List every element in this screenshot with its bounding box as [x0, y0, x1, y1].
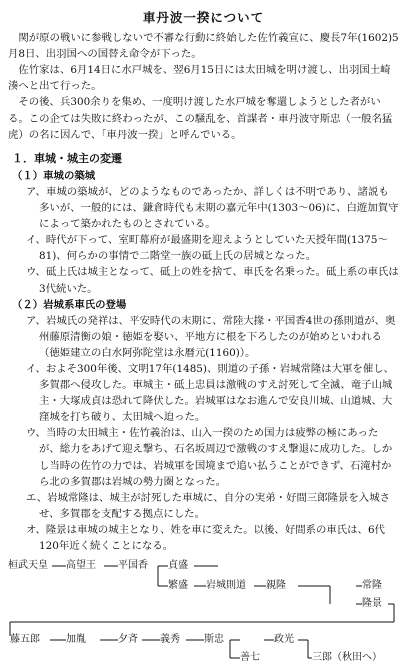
genealogy-name: 常隆 [362, 580, 382, 592]
list-item: ア、岩城氏の発祥は、平安時代の末期に、常陸大掾・平国香4世の孫則道が、奥州藤原清衡の娘・徳姫を娶い、平地方に根を下ろしたのが始めといわれる（徳姫建立の白水阿弥陀堂は永暦元(1160)）。 [26, 314, 396, 359]
genealogy-name: 善七 [240, 652, 260, 664]
subsection-heading: （２）岩城系車氏の登場 [12, 298, 127, 311]
intro-paragraph: 佐竹家は、6月14日に水戸城を、翌6月15日には太田城を明け渡し、出羽国土崎湊へと出て行った。 [8, 64, 391, 93]
list-item: エ、岩城常隆は、城主が討死した車城に、自分の実弟・好間三郎隆景を入城させ、多賀郡を支配する拠点にした。 [26, 491, 390, 520]
list-item: ウ、砥上氏は城主となって、砥上の姓を捨て、車氏を名乗った。砥上系の車氏は3代続いた。 [26, 266, 399, 295]
genealogy-name: 親隆 [266, 580, 286, 592]
genealogy-name: 政光 [274, 634, 294, 646]
section-heading: １．車城・城主の変遷 [12, 151, 122, 165]
subsection-heading: （１）車城の築城 [12, 169, 96, 182]
genealogy-name: 繁盛 [168, 580, 188, 592]
intro-paragraph: その後、兵300余りを集め、一度明け渡した水戸城を奪還しようとした者がいる。この企ては失敗に終わったが、この騒乱を、首謀者・車丹波守斯忠（一般名猛虎）の名に因んで、「車丹波一揆」と呼んでいる。 [8, 96, 393, 141]
genealogy-tree [8, 558, 399, 668]
genealogy-name: 藤五郎 [10, 634, 40, 646]
genealogy-name: 岩城則道 [206, 580, 246, 592]
genealogy-name: 斯忠 [204, 634, 224, 646]
list-item: ア、車城の築城が、どのようなものであったか、詳しくは不明であり、諸説も多いが、一般的には、鎌倉時代も末期の嘉元年中(1303～06)に、白遊加賀守によって築かれたものとされている。 [26, 185, 399, 231]
genealogy-name: 貞盛 [168, 560, 188, 572]
genealogy-name: 夕斉 [118, 634, 138, 646]
genealogy-name: 平国香 [118, 560, 148, 572]
list-item: イ、時代が下って、室町幕府が最盛期を迎えようとしていた天授年間(1375～81)、何らかの事情で二階堂一族の砥上氏の居城となった。 [26, 234, 388, 263]
genealogy-name: 加胤 [66, 634, 86, 646]
genealogy-name: 義秀 [160, 634, 180, 646]
genealogy-name: 隆景 [362, 598, 382, 610]
intro-paragraph: 関が原の戦いに参戦しないで不審な行動に終始した佐竹義宣に、慶長7年(1602)5月8日、出羽国への国替え命令が下った。 [8, 32, 399, 61]
genealogy-name: 三郎（秋田へ） [312, 652, 382, 664]
genealogy-name: 桓武天皇 [8, 560, 48, 572]
list-item: オ、隆景は車城の城主となり、姓を車に変えた。以後、好間系の車氏は、6代120年近く続くことになる。 [26, 523, 385, 552]
list-item: ウ、当時の太田城主・佐竹義治は、山入一揆のため国力は疲弊の極にあったが、総力をあげて迎え撃ち、石名坂周辺で激戦のすえ撃退に成功した。しかし当時の佐竹の力では、岩城軍を国境まで追い払うことができず、石滝村から北の多賀郡は岩城の勢力圏となった。 [26, 427, 393, 488]
list-item: イ、およそ300年後、文明17年(1485)、則道の子孫・岩城常隆は大軍を催し、多賀郡へ侵攻した。車城主・砥上忠員は激戦のすえ討死して全滅、竜子山城主・大塚成貞は恐れて降伏した。岩城軍はなお進んで安良川城、山道城、大窪城を打ち破り、太田城へ迫った。 [26, 362, 394, 424]
genealogy-name: 高望王 [66, 560, 96, 572]
document-title: 車丹波一揆について [142, 10, 265, 25]
